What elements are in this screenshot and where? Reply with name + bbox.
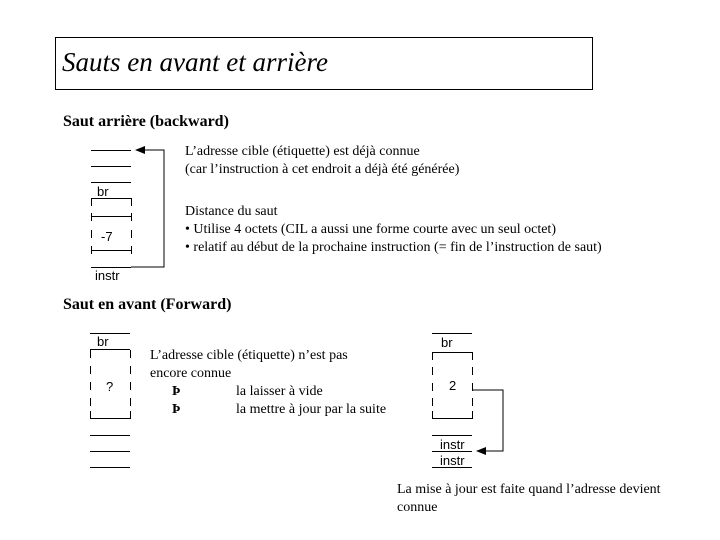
text-line: L’adresse cible (étiquette) est déjà connue bbox=[185, 144, 420, 159]
implies-icon: Þ bbox=[172, 402, 181, 417]
forward-heading: Saut en avant (Forward) bbox=[63, 296, 232, 313]
text-line: • relatif au début de la prochaine instruction (= fin de l’instruction de saut) bbox=[185, 240, 602, 255]
backward-heading: Saut arrière (backward) bbox=[63, 113, 229, 130]
implies-icon: Þ bbox=[172, 384, 181, 399]
text-line: L’adresse cible (étiquette) n’est pas bbox=[150, 348, 348, 363]
bullet-text: la mettre à jour par la suite bbox=[236, 402, 387, 417]
backward-offset-label: -7 bbox=[101, 229, 113, 244]
backward-jump-arrow bbox=[131, 150, 164, 267]
forward-right-instr-label: instr bbox=[440, 453, 465, 468]
bullet-text: la laisser à vide bbox=[236, 384, 323, 399]
forward-right-br-label: br bbox=[441, 335, 453, 350]
forward-jump-arrow bbox=[472, 390, 503, 451]
forward-right-offset-label: 2 bbox=[449, 378, 457, 393]
forward-left-offset-label: ? bbox=[106, 379, 114, 394]
text-line: Distance du saut bbox=[185, 204, 278, 219]
text-line: La mise à jour est faite quand l’adresse devient bbox=[397, 482, 661, 497]
forward-right-instr-label: instr bbox=[440, 437, 465, 452]
page-title: Sauts en avant et arrière bbox=[62, 47, 328, 77]
text-line: • Utilise 4 octets (CIL a aussi une forme courte avec un seul octet) bbox=[185, 222, 556, 237]
text-line: (car l’instruction à cet endroit a déjà été générée) bbox=[185, 162, 460, 177]
backward-instr-label: instr bbox=[95, 268, 120, 283]
text-line: encore connue bbox=[150, 366, 232, 381]
backward-br-label: br bbox=[97, 184, 109, 199]
text-line: connue bbox=[397, 500, 438, 515]
forward-left-br-label: br bbox=[97, 334, 109, 349]
